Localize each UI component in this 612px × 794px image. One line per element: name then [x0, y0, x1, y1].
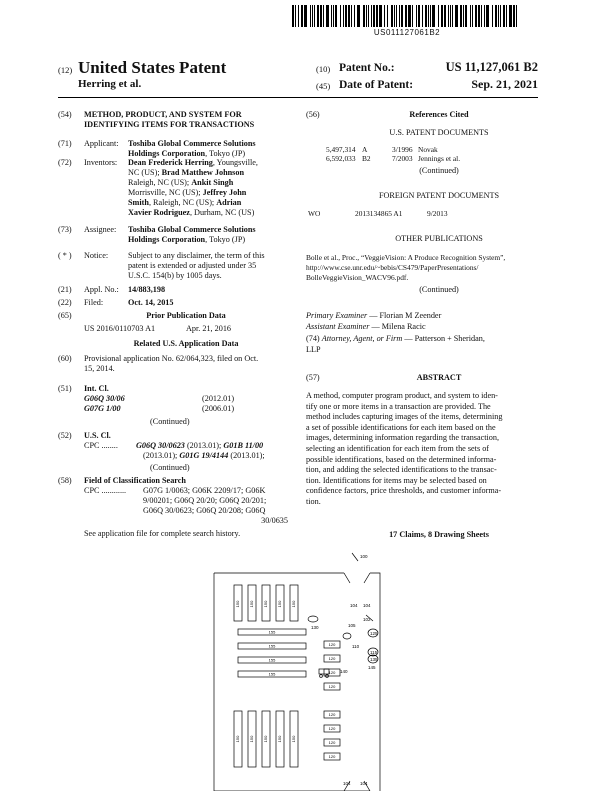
barcode-bar	[292, 5, 294, 27]
barcode-bar	[478, 5, 480, 27]
ref-100-label: 100	[360, 554, 368, 559]
int-cl-year2: (2006.01)	[202, 404, 235, 413]
barcode-bar	[368, 5, 369, 27]
field-code-74: (74)	[306, 334, 322, 343]
ref-row-1-number: 5,497,314	[326, 145, 356, 154]
camera-node	[343, 633, 351, 639]
abstract-line: selecting an identification for each item from the sets of	[306, 443, 490, 453]
barcode-bar	[460, 5, 462, 27]
attorney-name: — Patterson + Sheridan,	[402, 334, 485, 343]
checkout-label: 120	[328, 754, 336, 759]
checkout-label: 120	[328, 740, 336, 745]
kind-code-12: (12)	[58, 65, 73, 75]
ref-row-2-date: 7/2003	[392, 154, 413, 163]
barcode-bar	[452, 5, 453, 27]
kind-code-10: (10)	[316, 64, 331, 74]
us-docs-continued: (Continued)	[419, 166, 459, 175]
checkout-label: 120	[328, 670, 336, 675]
us-cl-continued: (Continued)	[150, 463, 190, 472]
field-code-60: (60)	[58, 354, 72, 363]
inventor-name: Brad Matthew Johnson	[161, 168, 245, 177]
shelf-label: 155	[268, 643, 276, 649]
barcode-bar	[475, 5, 477, 27]
field-search-line1: G07G 1/0063; G06K 2209/17; G06K	[143, 486, 266, 495]
barcode-bar	[470, 5, 471, 27]
cpc-year: (2013.01);	[143, 451, 180, 460]
checkout-label: 120	[328, 726, 336, 731]
us-cl-heading: U.S. Cl.	[84, 431, 111, 440]
cpc-class: G01B 11/00	[223, 441, 264, 450]
barcode-bar	[363, 5, 365, 27]
invention-title-line2: IDENTIFYING ITEMS FOR TRANSACTIONS	[84, 120, 255, 129]
inventor-name: Dean Frederick Herring	[128, 158, 213, 167]
inventor-location: , Durham, NC (US)	[189, 208, 255, 217]
invention-title-line1: METHOD, PRODUCT, AND SYSTEM FOR	[84, 110, 242, 119]
inventor-name: Ankit Singh	[191, 178, 234, 187]
notice-line1: Subject to any disclaimer, the term of this	[128, 251, 265, 260]
us-cl-line1	[136, 441, 263, 451]
inventors-line4	[128, 188, 246, 198]
int-cl-heading: Int. Cl.	[84, 384, 109, 393]
prior-pub-date: Apr. 21, 2016	[186, 324, 232, 333]
inventors-line2	[128, 168, 244, 178]
abstract-line: tify one or more items in a transaction are provided. The	[306, 401, 491, 411]
primary-examiner-label: Primary Examiner	[306, 311, 368, 320]
abstract-line: A method, computer program product, and system to iden-	[306, 391, 498, 400]
applicant-label: Applicant:	[84, 139, 119, 148]
abstract-heading: ABSTRACT	[416, 373, 462, 382]
applicant-line1: Toshiba Global Commerce Solutions	[128, 139, 256, 148]
barcode-bar	[503, 5, 505, 27]
shelf-label: 150	[263, 600, 268, 608]
assignee-line1: Toshiba Global Commerce Solutions	[128, 225, 256, 234]
patent-title-heading: United States Patent	[78, 58, 227, 77]
field-search-line3: G06Q 30/0623; G06Q 20/208; G06Q	[143, 506, 266, 515]
barcode-bar	[312, 5, 313, 27]
ref-row-1-kind: A	[362, 145, 368, 154]
abstract-line: tion. Identifications for items may be selected based on	[306, 475, 487, 485]
attorney-label: Attorney, Agent, or Firm	[321, 334, 403, 343]
foreign-docs-heading: FOREIGN PATENT DOCUMENTS	[378, 191, 500, 200]
inventors-line5	[128, 198, 241, 208]
shelf-label: 150	[291, 600, 296, 608]
barcode-bar	[357, 5, 360, 27]
attorney-line2: LLP	[306, 345, 321, 354]
barcode-bar	[450, 5, 451, 27]
field-code-58: (58)	[58, 476, 72, 485]
ref-104-label: 104	[363, 603, 371, 608]
checkout-label: 120	[328, 642, 336, 647]
barcode-bar	[432, 5, 435, 27]
ref-row-1-name: Novak	[418, 145, 438, 154]
ref-110-label: 110	[352, 644, 360, 649]
store-layout-figure	[200, 549, 400, 791]
abstract-line: method includes capturing images of the items, determining	[306, 412, 503, 422]
shelf-label: 155	[268, 671, 276, 677]
ref-140-label: 140	[340, 669, 348, 674]
barcode-bar	[394, 5, 395, 27]
patent-number: US 11,127,061 B2	[445, 60, 538, 74]
int-cl-continued: (Continued)	[150, 417, 190, 426]
barcode-bar	[405, 5, 407, 27]
barcode-bar	[472, 5, 473, 27]
other-pub-line3: BolleVeggieVision_WACV96.pdf.	[306, 273, 409, 282]
shelf-label: 150	[263, 735, 268, 743]
field-search-line2: 9/00201; G06Q 20/20; G06Q 20/201;	[143, 496, 267, 505]
barcode-bar	[354, 5, 355, 27]
barcode-bar	[455, 5, 458, 27]
barcode-bar	[438, 5, 439, 27]
inventor-location: , Youngsville,	[212, 158, 258, 167]
header-rule	[58, 97, 538, 98]
barcode-bar	[513, 5, 515, 27]
int-cl-year1: (2012.01)	[202, 394, 235, 403]
inventors-line3	[128, 178, 233, 188]
field-code-51: (51)	[58, 384, 72, 393]
assistant-examiner-name: — Milena Racic	[369, 322, 426, 331]
barcode-bar	[391, 5, 393, 27]
us-patent-docs-heading: U.S. PATENT DOCUMENTS	[389, 128, 489, 137]
barcode-bar	[500, 5, 501, 27]
barcode-bar	[416, 5, 417, 27]
shelf-label: 150	[249, 600, 254, 608]
barcode-bar	[481, 5, 482, 27]
shelf-label: 155	[268, 629, 276, 635]
barcode-bar	[441, 5, 443, 27]
cpc-year: (2013.01);	[184, 441, 224, 450]
abstract-line: confidence factors, price thresholds, and customer informa-	[306, 486, 502, 496]
inventors-line6	[128, 208, 254, 218]
field-code-notice: ( * )	[58, 251, 72, 260]
checkout-label: 120	[328, 712, 336, 717]
field-code-73: (73)	[58, 225, 72, 234]
field-code-57: (57)	[306, 373, 320, 382]
barcode-bar	[376, 5, 378, 27]
appl-no-value: 14/883,198	[128, 285, 166, 294]
barcode-bar	[323, 5, 324, 27]
notice-label: Notice:	[84, 251, 109, 260]
other-publications-heading: OTHER PUBLICATIONS	[395, 234, 483, 243]
barcode-bar	[465, 5, 467, 27]
abstract-line: images, determining information regarding the transaction,	[306, 433, 500, 443]
barcode-bar	[428, 5, 429, 27]
cpc-class: G01G 19/4144	[179, 451, 229, 460]
cart-wheel	[320, 675, 323, 678]
barcode-bar	[418, 5, 420, 27]
barcode-bar	[425, 5, 427, 27]
barcode-bar	[399, 5, 400, 27]
us-cl-line2	[143, 451, 265, 461]
barcode-bar	[484, 5, 485, 27]
notice-line3: U.S.C. 154(b) by 1005 days.	[128, 271, 222, 280]
applicant-corp: Holdings Corporation	[128, 149, 206, 158]
shelf-label: 150	[249, 735, 254, 743]
ref-125-label: 125	[370, 631, 378, 636]
inventor-name: Jeffrey John	[202, 188, 247, 197]
int-cl-class2: G07G 1/00	[84, 404, 121, 413]
barcode-bar	[343, 5, 344, 27]
inventor-name: Adrian	[216, 198, 242, 207]
barcode-bar	[331, 5, 332, 27]
barcode-bar	[422, 5, 423, 27]
barcode-bar	[384, 5, 385, 27]
filed-label: Filed:	[84, 298, 104, 307]
date-of-patent-label: Date of Patent:	[339, 79, 414, 91]
barcode-bar	[506, 5, 507, 27]
barcode-bar	[373, 5, 375, 27]
barcode-bar	[492, 5, 493, 27]
filed-value: Oct. 14, 2015	[128, 298, 174, 307]
inventor-location: , Raleigh, NC (US);	[148, 198, 217, 207]
inventor-name: Xavier Rodriguez	[128, 208, 190, 217]
barcode-bar	[412, 5, 413, 27]
field-code-52: (52)	[58, 431, 72, 440]
primary-examiner	[306, 311, 441, 321]
provisional-line2: 15, 2014.	[84, 364, 115, 373]
abstract-line: a set of possible identifications for each item based on the	[306, 422, 496, 432]
barcode-bar	[310, 5, 311, 27]
ref-row-1-date: 3/1996	[392, 145, 413, 154]
checkout-label: 120	[328, 684, 336, 689]
abstract-line: tion.	[306, 496, 321, 506]
barcode-bar	[314, 5, 315, 27]
field-search-line4: 30/0635	[261, 516, 288, 525]
assignee-corp: Holdings Corporation	[128, 235, 206, 244]
authors: Herring et al.	[78, 78, 142, 90]
date-of-patent: Sep. 21, 2021	[471, 77, 538, 91]
search-history-note: See application file for complete search history.	[84, 529, 241, 538]
provisional-line1: Provisional application No. 62/064,323, filed on Oct.	[84, 354, 259, 363]
inventor-location: NC (US);	[128, 168, 162, 177]
primary-examiner-name: — Florian M Zeender	[367, 311, 442, 320]
barcode-bar	[430, 5, 431, 27]
appl-no-label: Appl. No.:	[84, 285, 119, 294]
us-cl-cpc-label: CPC ........	[84, 441, 118, 450]
barcode-bar	[486, 5, 489, 27]
barcode-bar	[444, 5, 446, 27]
barcode-bar	[295, 5, 296, 27]
shelf-label: 150	[235, 600, 240, 608]
foreign-number: 2013134865 A1	[355, 209, 403, 218]
barcode-bar	[379, 5, 382, 27]
barcode-bar	[516, 5, 517, 27]
camera-node-130	[308, 616, 318, 622]
ref-135-label: 135	[370, 657, 378, 662]
ref-104-label: 104	[360, 781, 368, 786]
field-code-56: (56)	[306, 110, 320, 119]
barcode-bar	[463, 5, 464, 27]
foreign-date: 9/2013	[427, 209, 448, 218]
ref-row-2-name: Jennings et al.	[418, 154, 461, 163]
barcode-bar	[396, 5, 397, 27]
barcode-bar	[498, 5, 499, 27]
field-code-71: (71)	[58, 139, 72, 148]
shelf-label: 150	[277, 735, 282, 743]
int-cl-class1: G06Q 30/06	[84, 394, 125, 403]
references-cited-heading: References Cited	[409, 110, 469, 119]
prior-publication-heading: Prior Publication Data	[146, 311, 226, 320]
barcode-bar	[320, 5, 322, 27]
related-application-heading: Related U.S. Application Data	[133, 339, 239, 348]
barcode-bar	[326, 5, 329, 27]
ref-row-2-number: 6,592,033	[326, 154, 356, 163]
barcode-bar	[448, 5, 449, 27]
assistant-examiner-label: Assistant Examiner	[306, 322, 370, 331]
shelf-label: 150	[235, 735, 240, 743]
inventor-location: Raleigh, NC (US);	[128, 178, 192, 187]
field-code-72: (72)	[58, 158, 72, 167]
foreign-country: WO	[308, 209, 321, 218]
prior-pub-number: US 2016/0110703 A1	[84, 324, 156, 333]
barcode-number: US011127061B2	[373, 28, 441, 37]
claims-summary: 17 Claims, 8 Drawing Sheets	[389, 530, 489, 539]
barcode-bar	[340, 5, 341, 27]
shelf-label: 155	[268, 657, 276, 663]
cpc-year: (2013.01);	[228, 451, 265, 460]
field-search-heading: Field of Classification Search	[84, 476, 186, 485]
inventor-name: Smith	[128, 198, 149, 207]
barcode-bar	[301, 5, 303, 27]
ref-130-label: 130	[311, 625, 319, 630]
field-search-cpc-label: CPC ............	[84, 486, 127, 495]
assignee-location: , Tokyo (JP)	[205, 235, 246, 244]
assignee-label: Assignee:	[84, 225, 117, 234]
inventors-label: Inventors:	[84, 158, 118, 167]
patent-no-label: Patent No.:	[339, 62, 395, 74]
shelf-label: 150	[277, 600, 282, 608]
field-code-54: (54)	[58, 110, 72, 119]
barcode-bar	[335, 5, 337, 27]
barcode	[292, 5, 522, 27]
cpc-class: G06Q 30/0623	[136, 441, 185, 450]
field-code-21: (21)	[58, 285, 72, 294]
abstract-body	[306, 391, 538, 508]
field-code-22: (22)	[58, 298, 72, 307]
barcode-bar	[408, 5, 411, 27]
ref-104-label: 104	[343, 781, 351, 786]
checkout-label: 120	[328, 656, 336, 661]
barcode-bar	[298, 5, 299, 27]
abstract-line: tion, and adding the selected identifications to the transac-	[306, 465, 497, 475]
other-pub-continued: (Continued)	[419, 285, 459, 294]
barcode-bar	[509, 5, 512, 27]
ref-102-label: 102	[363, 617, 371, 622]
attorney-line1	[306, 334, 485, 344]
ref-145-label: 145	[368, 665, 376, 670]
inventors-line1	[128, 158, 258, 168]
ref-115-label: 115	[370, 650, 378, 655]
shelf-label: 150	[291, 735, 296, 743]
ref-100-leader	[352, 553, 358, 561]
other-pub-line2: http://www.cse.unr.edu/~bebis/CS479/PaperPresentations/	[306, 263, 479, 272]
barcode-bar	[333, 5, 334, 27]
other-pub-line1: Bolle et al., Proc., “VeggieVision: A Produce Recognition System”,	[306, 253, 506, 262]
barcode-bar	[495, 5, 497, 27]
ref-row-2-kind: B2	[362, 154, 371, 163]
barcode-bar	[366, 5, 367, 27]
kind-code-45: (45)	[316, 81, 331, 91]
ref-104-label: 104	[350, 603, 358, 608]
barcode-bar	[348, 5, 350, 27]
abstract-line: possible identifications, based on the determined informa-	[306, 454, 497, 464]
barcode-bar	[371, 5, 372, 27]
notice-line2: patent is extended or adjusted under 35	[128, 261, 257, 270]
assistant-examiner	[306, 322, 426, 332]
field-code-65: (65)	[58, 311, 72, 320]
barcode-bar	[317, 5, 319, 27]
barcode-bar	[401, 5, 403, 27]
barcode-bar	[345, 5, 347, 27]
barcode-bar	[351, 5, 352, 27]
assignee-line2	[128, 235, 245, 245]
ref-105-label: 105	[348, 623, 356, 628]
applicant-location: , Tokyo (JP)	[205, 149, 246, 158]
inventor-location: Morrisville, NC (US);	[128, 188, 203, 197]
barcode-bar	[387, 5, 388, 27]
barcode-bar	[304, 5, 307, 27]
